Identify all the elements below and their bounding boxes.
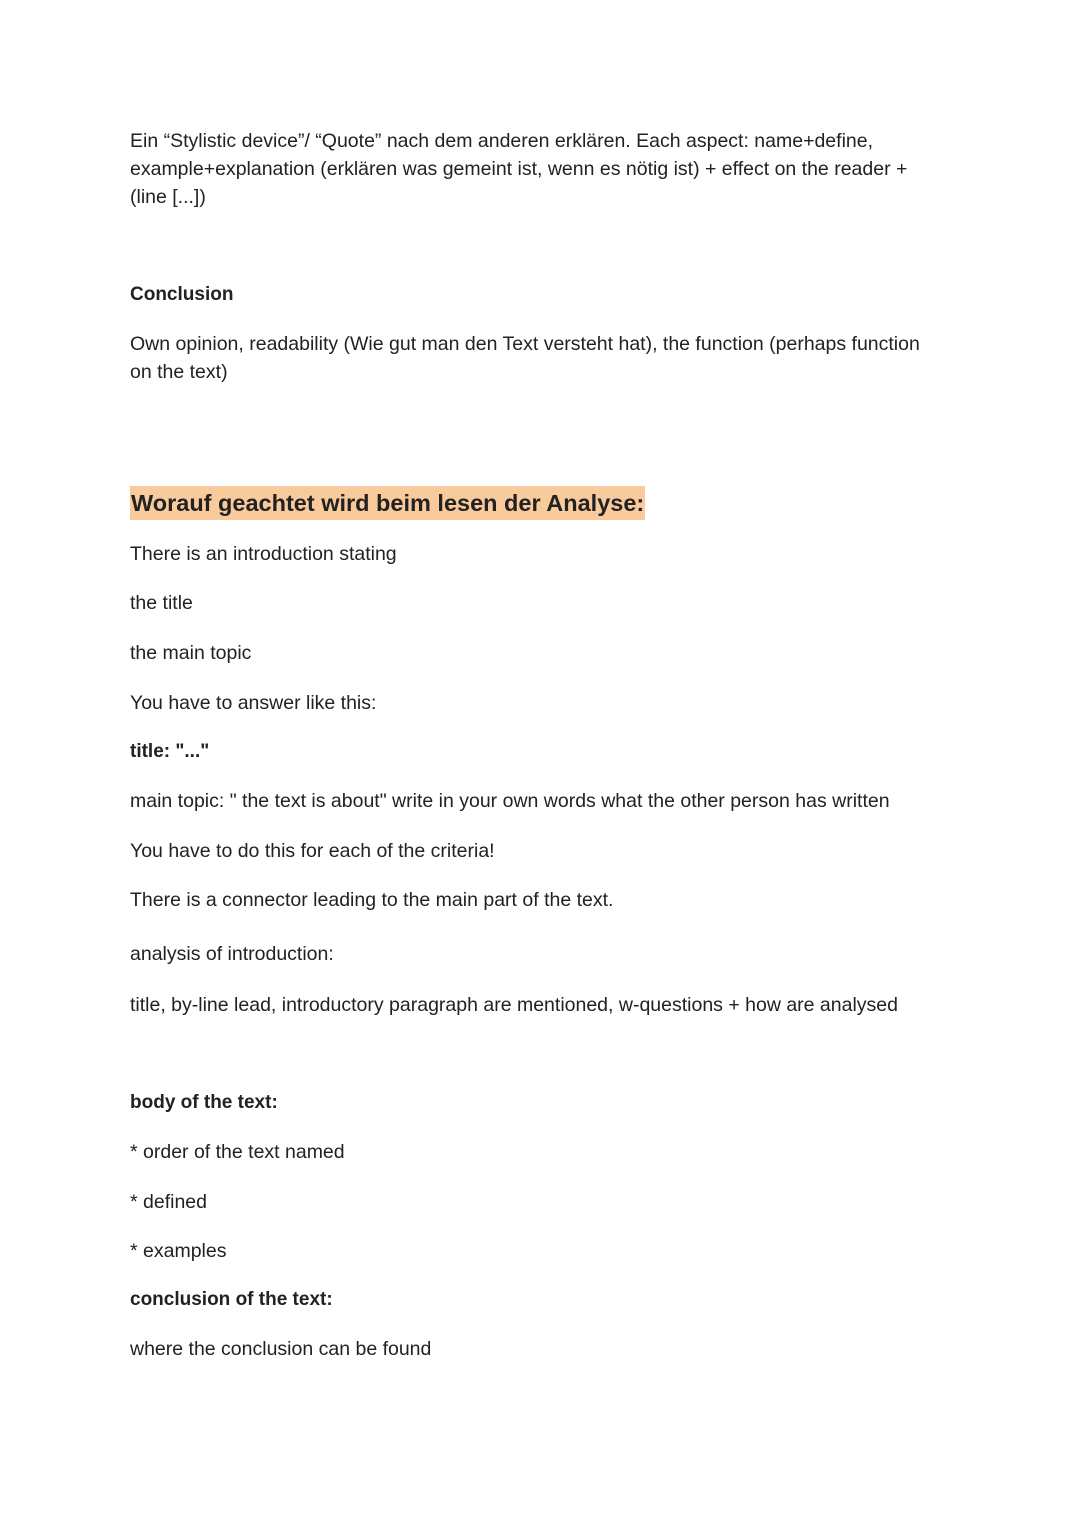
conclusion-text-line-2: on the text): [130, 361, 228, 383]
analysis-intro-detail: title, by-line lead, introductory paragraph are mentioned, w-questions + how are analysed: [130, 994, 898, 1016]
conclusion-of-text-detail: where the conclusion can be found: [130, 1338, 432, 1360]
body-of-text-heading: body of the text:: [130, 1092, 278, 1113]
body-item-defined: * defined: [130, 1191, 207, 1213]
each-criteria-text: You have to do this for each of the criteria!: [130, 840, 495, 862]
the-title-text: the title: [130, 592, 193, 614]
title-example-text: title: "...": [130, 741, 210, 762]
conclusion-text-line-1: Own opinion, readability (Wie gut man den Text versteht hat), the function (perhaps function: [130, 333, 920, 355]
the-main-topic-text: the main topic: [130, 642, 252, 664]
intro-paragraph-line-3: (line [...]): [130, 186, 206, 208]
connector-text: There is a connector leading to the main part of the text.: [130, 889, 614, 911]
conclusion-of-text-heading: conclusion of the text:: [130, 1289, 333, 1310]
body-item-examples: * examples: [130, 1240, 227, 1262]
analysis-intro-label: analysis of introduction:: [130, 943, 334, 965]
intro-paragraph-line-2: example+explanation (erklären was gemeint ist, wenn es nötig ist) + effect on the reader +: [130, 158, 908, 180]
review-criteria-heading: Worauf geachtet wird beim lesen der Analyse:: [130, 486, 645, 520]
intro-stating-text: There is an introduction stating: [130, 543, 397, 565]
intro-paragraph-line-1: Ein “Stylistic device”/ “Quote” nach dem anderen erklären. Each aspect: name+define,: [130, 130, 874, 152]
body-item-order: * order of the text named: [130, 1141, 345, 1163]
conclusion-heading: Conclusion: [130, 284, 234, 305]
answer-like-this-text: You have to answer like this:: [130, 692, 377, 714]
main-topic-example-text: main topic: " the text is about" write in your own words what the other person has written: [130, 790, 890, 812]
